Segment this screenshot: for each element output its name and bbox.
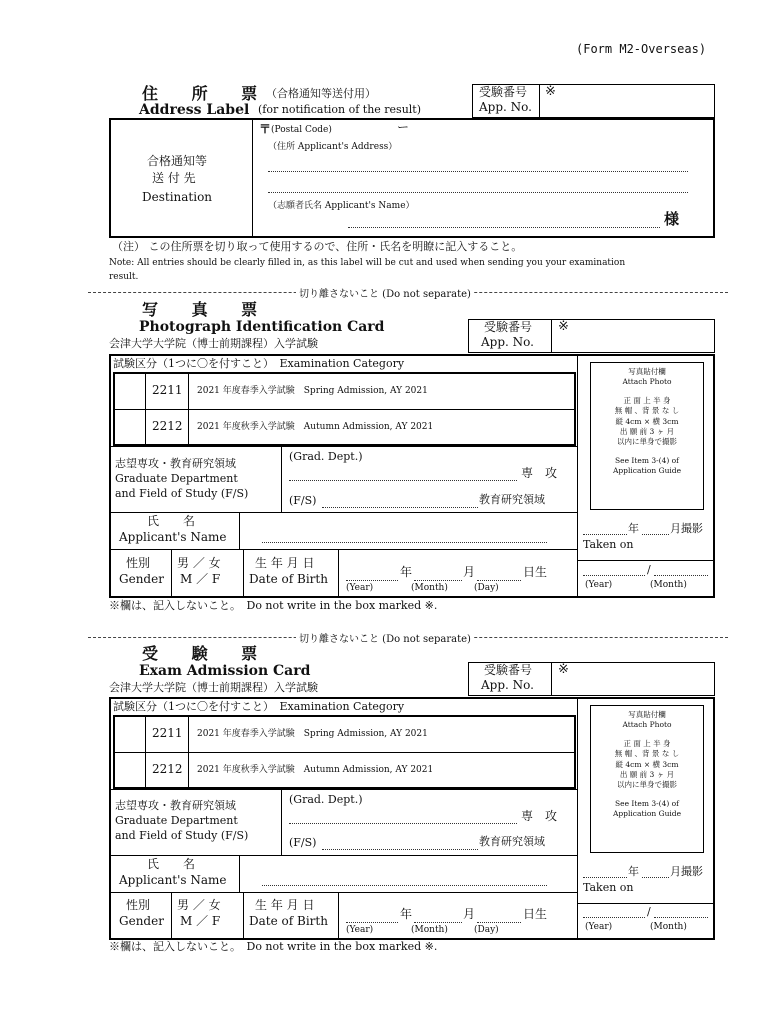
exam-option-2212-code[interactable]: 2212 xyxy=(152,762,183,776)
photo-category-label: 試験区分（1つに〇を付すこと） Examination Category xyxy=(113,357,405,370)
exam-app-no-mark: ※ xyxy=(558,662,569,677)
exam-gender-opts-jp[interactable]: 男 ／ 女 xyxy=(177,898,221,912)
exam-dob-day-en: (Day) xyxy=(474,925,499,935)
postal-code-label: (Postal Code) xyxy=(271,125,332,135)
exam-senkou: 専 攻 xyxy=(521,809,558,823)
photo-field-jp: 教育研究領域 xyxy=(479,493,545,506)
address-line-2[interactable] xyxy=(268,192,688,193)
dest-jp2: 送 付 先 xyxy=(152,171,196,185)
address-app-no-en: App. No. xyxy=(479,100,532,114)
exam-photo-rule-5: 以内に単身で撮影 xyxy=(617,779,677,789)
photo-option-2212-code[interactable]: 2212 xyxy=(152,419,183,433)
photo-dept-en2: and Field of Study (F/S) xyxy=(115,487,249,500)
exam-photo-rule-7: Application Guide xyxy=(612,809,682,818)
exam-taken-year-en: (Year) xyxy=(585,922,613,932)
photo-gender-opts-jp[interactable]: 男 ／ 女 xyxy=(177,556,221,570)
exam-gender-en: Gender xyxy=(119,914,164,928)
exam-photo-rule-4: 出 願 前 3 ヶ 月 xyxy=(619,769,675,779)
exam-name-line[interactable] xyxy=(262,885,547,886)
photo-dob-day-en: (Day) xyxy=(474,583,499,593)
photo-option-2211-label: 2021 年度春季入学試験 Spring Admission, AY 2021 xyxy=(197,386,428,396)
exam-dob-day: 日生 xyxy=(523,907,548,921)
address-note-jp: （注） この住所票を切り取って使用するので、住所・氏名を明瞭に記入すること。 xyxy=(112,240,523,253)
photo-taken-month: 月撮影 xyxy=(670,522,703,535)
exam-photo-rule-6: See Item 3-(4) of xyxy=(615,798,679,808)
exam-taken-month-en: (Month) xyxy=(650,922,687,932)
exam-dob-month: 月 xyxy=(463,907,476,921)
photo-name-line[interactable] xyxy=(262,542,547,543)
exam-photo-rule-1: 正 面 上 半 身 xyxy=(623,739,671,749)
address-line-1[interactable] xyxy=(268,171,688,172)
exam-option-2212-label: 2021 年度秋季入学試験 Autumn Admission, AY 2021 xyxy=(197,765,434,775)
photo-taken-on: Taken on xyxy=(583,538,634,551)
photo-gender-en: Gender xyxy=(119,572,164,586)
separator-label-1: 切り離さないこと (Do not separate) xyxy=(296,285,474,300)
photo-dob-en: Date of Birth xyxy=(249,572,328,586)
exam-dept-jp: 志望専攻・教育研究領域 xyxy=(115,799,236,812)
photo-fs-line[interactable] xyxy=(322,507,478,508)
photo-dob-month: 月 xyxy=(463,565,476,579)
exam-grad-dept: (Grad. Dept.) xyxy=(289,793,363,806)
exam-photo-rule-2: 無 帽 、背 景 な し xyxy=(614,749,680,759)
photo-option-2211-code[interactable]: 2211 xyxy=(152,383,183,397)
photo-dob-month-en: (Month) xyxy=(411,583,448,593)
exam-taken-year: 年 xyxy=(628,865,639,878)
exam-photo-rule-3: 縦 4cm × 横 3cm xyxy=(615,759,679,769)
exam-grad-dept-line[interactable] xyxy=(289,823,517,824)
exam-dob-en: Date of Birth xyxy=(249,914,328,928)
address-app-no-jp: 受験番号 xyxy=(479,85,528,99)
photo-rule-4: 出 願 前 3 ヶ 月 xyxy=(619,426,675,436)
exam-dob-month-en: (Month) xyxy=(411,925,448,935)
exam-dept-en1: Graduate Department xyxy=(115,814,238,827)
exam-dept-en2: and Field of Study (F/S) xyxy=(115,829,249,842)
photo-app-no-jp: 受験番号 xyxy=(484,320,533,334)
photo-taken-year: 年 xyxy=(628,522,639,535)
exam-taken-slash: / xyxy=(647,905,651,918)
exam-taken-on: Taken on xyxy=(583,881,634,894)
photo-attach-title-en: Attach Photo xyxy=(622,377,672,387)
photo-rule-7: Application Guide xyxy=(612,466,682,475)
dest-jp1: 合格通知等 xyxy=(147,154,208,168)
exam-name-en: Applicant's Name xyxy=(119,873,227,887)
photo-app-no-en: App. No. xyxy=(481,335,534,349)
exam-photo-title-en: Attach Photo xyxy=(622,720,672,730)
exam-dob-jp: 生 年 月 日 xyxy=(255,898,315,912)
photo-dob-day: 日生 xyxy=(523,565,548,579)
address-field-label: （住所 Applicant's Address） xyxy=(268,142,398,152)
exam-card-title-en: Exam Admission Card xyxy=(139,663,311,679)
exam-name-jp: 氏 名 xyxy=(147,857,196,871)
exam-fs: (F/S) xyxy=(289,836,317,849)
photo-name-jp: 氏 名 xyxy=(147,514,196,528)
name-field-label: （志願者氏名 Applicant's Name） xyxy=(268,201,415,211)
honorific: 様 xyxy=(664,210,680,228)
photo-option-2212-label: 2021 年度秋季入学試験 Autumn Admission, AY 2021 xyxy=(197,422,434,432)
address-note-en-1: Note: All entries should be clearly filled in, as this label will be cut and used when sending you your examination xyxy=(109,258,626,268)
address-title-en: Address Label xyxy=(139,102,250,118)
photo-dob-year-en: (Year) xyxy=(346,583,374,593)
photo-dob-year: 年 xyxy=(400,565,413,579)
exam-taken-month: 月撮影 xyxy=(670,865,703,878)
exam-dob-year-en: (Year) xyxy=(346,925,374,935)
photo-rule-1: 正 面 上 半 身 xyxy=(623,396,671,406)
photo-rule-2: 無 帽 、背 景 な し xyxy=(614,406,680,416)
photo-dept-jp: 志望専攻・教育研究領域 xyxy=(115,457,236,470)
photo-taken-year-en: (Year) xyxy=(585,580,613,590)
exam-fs-line[interactable] xyxy=(322,849,478,850)
address-app-no-mark: ※ xyxy=(545,84,556,99)
exam-category-label: 試験区分（1つに〇を付すこと） Examination Category xyxy=(113,700,405,713)
exam-gender-opts-en[interactable]: M ／ F xyxy=(180,914,221,928)
photo-grad-dept: (Grad. Dept.) xyxy=(289,450,363,463)
photo-attach-title-jp: 写真貼付欄 xyxy=(628,367,666,376)
address-title-note: （合格通知等送付用） xyxy=(266,87,376,100)
photo-grad-dept-line[interactable] xyxy=(289,480,517,481)
photo-dob-jp: 生 年 月 日 xyxy=(255,556,315,570)
photo-gender-jp: 性別 xyxy=(126,556,151,570)
postal-mark: 〒 xyxy=(259,122,272,136)
exam-photo-title-jp: 写真貼付欄 xyxy=(628,710,666,719)
exam-gender-jp: 性別 xyxy=(126,898,151,912)
address-name-line[interactable] xyxy=(348,227,660,228)
photo-card-university: 会津大学大学院（博士前期課程）入学試験 xyxy=(109,337,318,350)
exam-app-no-jp: 受験番号 xyxy=(484,663,533,677)
photo-fs: (F/S) xyxy=(289,494,317,507)
photo-gender-opts-en[interactable]: M ／ F xyxy=(180,572,221,586)
photo-rule-3: 縦 4cm × 横 3cm xyxy=(615,416,679,426)
address-title-jp: 住 所 票 xyxy=(142,84,272,103)
destination-box xyxy=(109,118,715,238)
dest-en: Destination xyxy=(142,190,213,204)
photo-taken-month-en: (Month) xyxy=(650,580,687,590)
photo-card-title-jp: 写 真 票 xyxy=(142,300,272,319)
exam-dob-year: 年 xyxy=(400,907,413,921)
exam-option-2211-code[interactable]: 2211 xyxy=(152,726,183,740)
photo-footnote: ※欄は、記入しないこと。 Do not write in the box marked ※. xyxy=(109,599,438,612)
photo-senkou: 専 攻 xyxy=(521,466,558,480)
form-id: (Form M2-Overseas) xyxy=(576,42,707,56)
photo-name-en: Applicant's Name xyxy=(119,530,227,544)
exam-option-2211-label: 2021 年度春季入学試験 Spring Admission, AY 2021 xyxy=(197,729,428,739)
photo-card-title-en: Photograph Identification Card xyxy=(139,319,385,335)
exam-app-no-en: App. No. xyxy=(481,678,534,692)
photo-dept-en1: Graduate Department xyxy=(115,472,238,485)
exam-footnote: ※欄は、記入しないこと。 Do not write in the box marked ※. xyxy=(109,940,438,953)
photo-rule-5: 以内に単身で撮影 xyxy=(617,436,677,446)
separator-label-2: 切り離さないこと (Do not separate) xyxy=(296,630,474,645)
exam-card-university: 会津大学大学院（博士前期課程）入学試験 xyxy=(109,681,318,694)
photo-taken-slash: / xyxy=(647,563,651,576)
address-title-en-note: (for notification of the result) xyxy=(258,103,422,116)
exam-field-jp: 教育研究領域 xyxy=(479,835,545,848)
address-note-en-2: result. xyxy=(109,272,139,282)
photo-app-no-mark: ※ xyxy=(558,319,569,334)
exam-card-title-jp: 受 験 票 xyxy=(142,644,272,663)
postal-dash: ー xyxy=(397,120,410,134)
photo-rule-6: See Item 3-(4) of xyxy=(615,455,679,465)
